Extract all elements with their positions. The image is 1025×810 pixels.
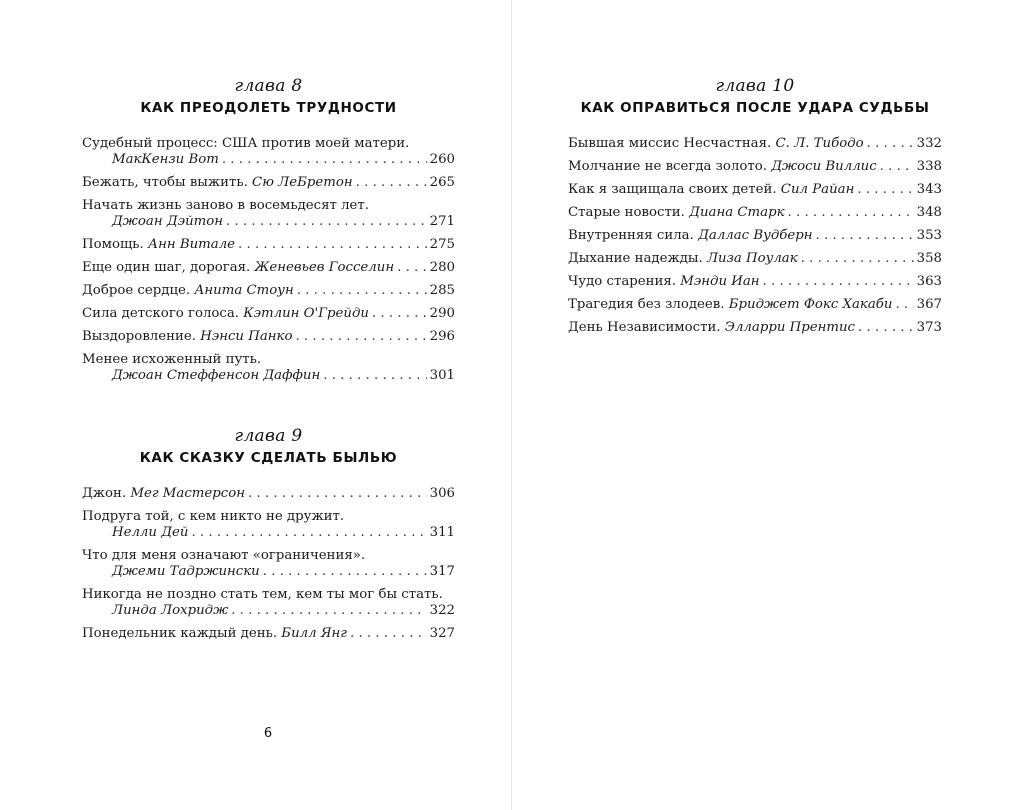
dot-leader [372,306,427,322]
dot-leader [816,228,914,244]
dot-leader [763,274,914,290]
entry-title: Судебный процесс: США против моей матери. [82,136,410,151]
entry-author: Джоан Стеффенсон Даффин [112,368,321,383]
entry-page-number: 306 [429,486,455,501]
entry-page-number: 367 [916,297,942,312]
entry-page-number: 332 [916,136,942,151]
chapter-9 [82,426,455,649]
entry-title: Как я защищала своих детей. [568,182,777,197]
entry-page-number: 327 [429,626,455,641]
entry-author: Диана Старк [689,205,785,220]
dot-leader [297,283,427,299]
entry-title: Бежать, чтобы выжить. [82,175,248,190]
entry-page-number: 338 [916,159,942,174]
entry-author: Билл Янг [281,626,348,641]
dot-leader [350,626,427,642]
toc-entry[interactable] [82,306,455,322]
entry-title: Джон. [82,486,127,501]
page-number: 6 [263,726,273,741]
dot-leader [356,175,427,191]
dot-leader [226,214,427,230]
chapter-label: глава 8 [234,76,303,96]
entry-page-number: 280 [429,260,455,275]
entry-page-number: 373 [916,320,942,335]
entry-page-number: 358 [916,251,942,266]
chapter-10 [568,76,942,343]
toc-entry[interactable] [82,352,455,384]
entry-title: Молчание не всегда золото. [568,159,767,174]
entry-author: Лиза Поулак [706,251,798,266]
entry-author: Даллас Вудберн [698,228,813,243]
toc-entry[interactable] [568,297,942,313]
toc-entry[interactable] [82,136,455,168]
toc-entry[interactable] [568,182,942,198]
entry-author: Сил Райан [780,182,855,197]
toc-entry[interactable] [82,329,455,345]
entry-page-number: 301 [429,368,455,383]
entry-title: Чудо старения. [568,274,676,289]
left-page [0,0,511,810]
dot-leader [880,159,914,175]
entry-author: С. Л. Тибодо [775,136,864,151]
dot-leader [788,205,914,221]
entry-author: Линда Лохридж [112,603,229,618]
dot-leader [238,237,427,253]
entry-title: Подруга той, с кем никто не дружит. [82,509,345,524]
toc-entry[interactable] [82,587,455,619]
chapter-title: КАК СКАЗКУ СДЕЛАТЬ БЫЛЬЮ [139,450,398,466]
toc-list [82,486,455,642]
toc-list [568,136,942,336]
right-page [512,0,1025,810]
entry-title: День Независимости. [568,320,721,335]
entry-author: Мэнди Иан [680,274,760,289]
toc-list [82,136,455,384]
toc-entry[interactable] [82,626,455,642]
entry-page-number: 353 [916,228,942,243]
toc-entry[interactable] [82,237,455,253]
dot-leader [801,251,914,267]
dot-leader [895,297,913,313]
entry-title: Выздоровление. [82,329,196,344]
entry-title: Бывшая миссис Несчастная. [568,136,772,151]
toc-entry[interactable] [568,136,942,152]
toc-entry[interactable] [82,509,455,541]
chapter-label: глава 10 [715,76,795,96]
entry-title: Старые новости. [568,205,685,220]
entry-page-number: 363 [916,274,942,289]
entry-title: Сила детского голоса. [82,306,240,321]
entry-title: Дыхание надежды. [568,251,703,266]
entry-page-number: 348 [916,205,942,220]
entry-author: Джоан Дэйтон [112,214,224,229]
entry-author: Нэнси Панко [200,329,293,344]
toc-entry[interactable] [568,320,942,336]
entry-page-number: 290 [429,306,455,321]
entry-page-number: 296 [429,329,455,344]
entry-author: Джеми Тадржински [112,564,260,579]
chapter-title: КАК ПРЕОДОЛЕТЬ ТРУДНОСТИ [140,100,397,116]
entry-author: Женевьев Госселин [254,260,395,275]
entry-title: Никогда не поздно стать тем, кем ты мог бы стать. [82,587,443,602]
toc-entry[interactable] [82,260,455,276]
toc-entry[interactable] [568,205,942,221]
dot-leader [295,329,426,345]
entry-author: Нелли Дей [112,525,189,540]
dot-leader [191,525,426,541]
entry-author: Мег Мастерсон [130,486,245,501]
chapter-8 [82,76,455,391]
entry-author: Джоси Виллис [771,159,877,174]
dot-leader [231,603,426,619]
entry-page-number: 271 [429,214,455,229]
dot-leader [323,368,426,384]
entry-title: Помощь. [82,237,144,252]
dot-leader [857,182,913,198]
toc-entry[interactable] [82,486,455,502]
entry-author: Бриджет Фокс Хакаби [728,297,893,312]
entry-author: Кэтлин О'Грейди [243,306,369,321]
dot-leader [397,260,427,276]
entry-title: Менее исхоженный путь. [82,352,262,367]
dot-leader [867,136,914,152]
entry-title: Трагедия без злодеев. [568,297,725,312]
dot-leader [858,320,914,336]
entry-author: Элларри Прентис [724,320,855,335]
toc-entry[interactable] [82,283,455,299]
dot-leader [263,564,427,580]
entry-title: Начать жизнь заново в восемьдесят лет. [82,198,369,213]
toc-entry[interactable] [82,548,455,580]
toc-entry[interactable] [82,198,455,230]
entry-title: Еще один шаг, дорогая. [82,260,251,275]
entry-author: Анита Стоун [194,283,294,298]
entry-page-number: 322 [429,603,455,618]
entry-author: Анн Витале [148,237,236,252]
entry-page-number: 343 [916,182,942,197]
toc-entry[interactable] [568,274,942,290]
entry-title: Внутренняя сила. [568,228,694,243]
entry-title: Что для меня означают «ограничения». [82,548,366,563]
entry-author: МакКензи Вот [112,152,219,167]
chapter-title: КАК ОПРАВИТЬСЯ ПОСЛЕ УДАРА СУДЬБЫ [580,100,930,116]
toc-entry[interactable] [568,251,942,267]
entry-page-number: 317 [429,564,455,579]
entry-page-number: 311 [429,525,455,540]
toc-entry[interactable] [82,175,455,191]
chapter-label: глава 9 [234,426,303,446]
dot-leader [222,152,427,168]
dot-leader [248,486,427,502]
entry-title: Понедельник каждый день. [82,626,278,641]
entry-page-number: 285 [429,283,455,298]
entry-page-number: 265 [429,175,455,190]
toc-entry[interactable] [568,228,942,244]
entry-page-number: 260 [429,152,455,167]
entry-title: Доброе сердце. [82,283,191,298]
toc-entry[interactable] [568,159,942,175]
entry-page-number: 275 [429,237,455,252]
entry-author: Сю ЛеБретон [252,175,353,190]
